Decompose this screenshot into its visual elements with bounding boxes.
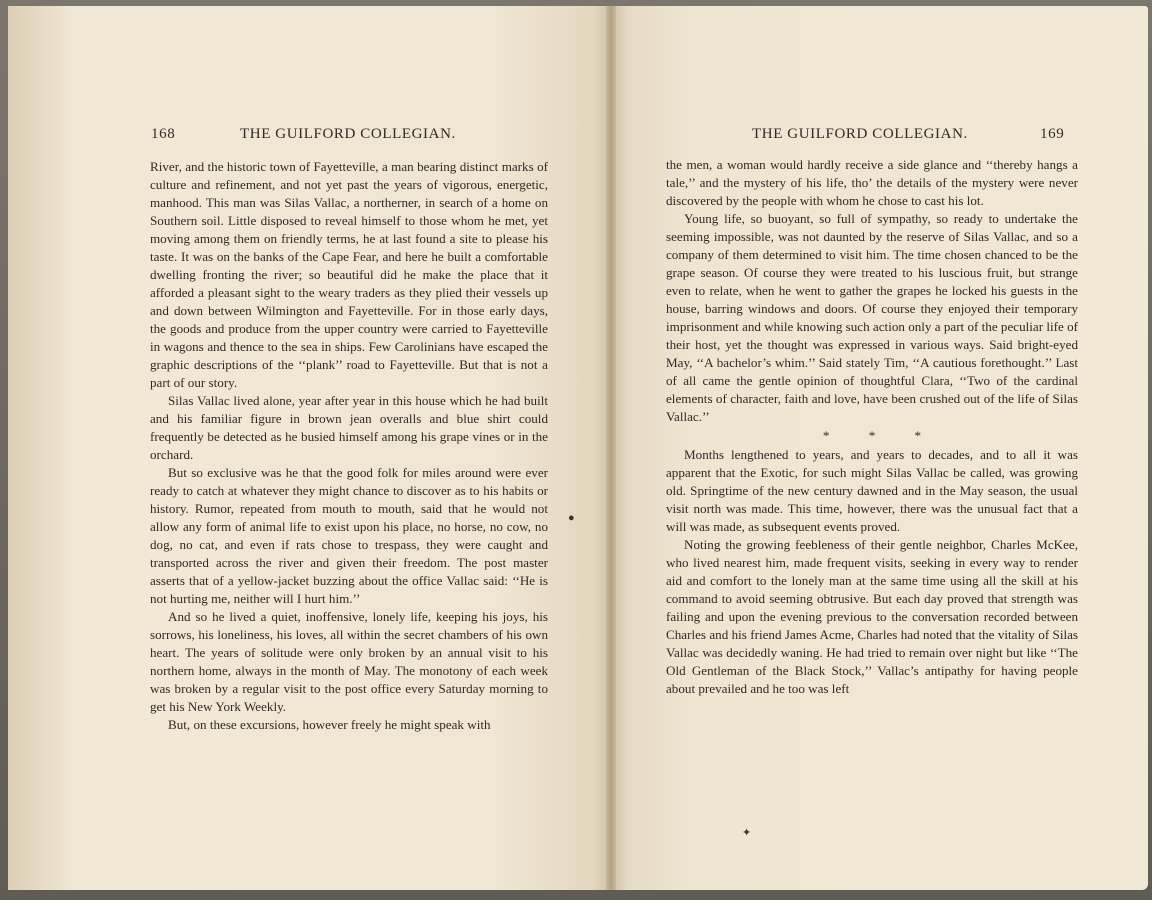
- left-page-text: [150, 158, 548, 735]
- right-paragraph-4: Noting the growing feebleness of their gentle neighbor, Charles McKee, who lived nearest him, made frequent visits, seeking in every way to render aid and comfort to the lonely man at the same time using all the skill at his command to avoid seeming obtrusive. But each day proved that strength was failing and upon the evening previous to the conversation recorded between Charles and his friend James Acme, Charles had noted that the vitality of Silas Vallac was decidedly waning. He had tried to remain over night but like ‘‘The Old Gentleman of the Black Stock,’’ Vallac’s antipathy for having people about prevailed and he too was left: [666, 537, 1078, 697]
- paper-speck: ●: [568, 512, 575, 524]
- right-page-text: [666, 156, 1078, 698]
- left-paragraph-4: And so he lived a quiet, inoffensive, lonely life, keeping his joys, his sorrows, his loneliness, his loves, all within the secret chambers of his own heart. The years of solitude were only broken by an annual visit to his northern home, always in the month of May. The monotony of each week was broken by a regular visit to the post office every Saturday morning to get his New York Weekly.: [150, 609, 548, 715]
- left-paragraph-3: But so exclusive was he that the good folk for miles around were ever ready to catch at whatever they might chance to discover as to his habits or history. Rumor, repeated from mouth to mouth, said that he would not allow any form of animal life to exist upon his place, no horse, no cow, no dog, no cat, and even if rats chose to trespass, they were caught and transported across the river and given their freedom. The post master asserts that of a yellow-jacket buzzing about the office Vallac said: ‘‘He is not hurting me, neither will I hurt him.’’: [150, 465, 548, 607]
- right-running-head: THE GUILFORD COLLEGIAN.: [752, 126, 968, 142]
- left-running-head: THE GUILFORD COLLEGIAN.: [240, 126, 456, 142]
- left-paragraph-2: Silas Vallac lived alone, year after year in this house which he had built and his familiar figure in brown jean overalls and blue shirt could frequently be detected as he busied himself among his grape vines or in the orchard.: [150, 393, 548, 463]
- section-break: * * *: [822, 428, 940, 444]
- left-paragraph-5: But, on these excursions, however freely he might speak with: [168, 717, 491, 733]
- left-paragraph-1: River, and the historic town of Fayetteville, a man bearing distinct marks of culture and refinement, and not yet past the years of vigorous, energetic, manhood. This man was Silas Vallac, a northerner, in search of a home on Southern soil. Little disposed to reveal himself to those whom he met, yet moving among them on friendly terms, he at last found a site to please his taste. It was on the banks of the Cape Fear, and here he built a comfortable dwelling fronting the river; so beautiful did he make the place that it afforded a pleasant sight to the weary traders as they plied their vessels up and down between Wilmington and Fayetteville. For in those early days, the goods and produce from the upper country were carried to Fayetteville in wagons and thence to the sea in ships. Few Carolinians have escaped the graphic descriptions of the ‘‘plank’’ road to Fayetteville. But that is not a part of our story.: [150, 159, 548, 391]
- right-paragraph-3: Months lengthened to years, and years to decades, and to all it was apparent that the Exotic, for such might Silas Vallac be called, was growing old. Springtime of the new century dawned and in the May season, the usual visit north was made. This time, however, there was the unusual fact that a will was made, as subsequent events proved.: [666, 447, 1078, 535]
- book-gutter: [606, 6, 616, 890]
- left-page-number: 168: [151, 126, 176, 142]
- right-paragraph-2: Young life, so buoyant, so full of sympathy, so ready to undertake the seeming impossible, was not daunted by the reserve of Silas Vallac, and so a company of them determined to visit him. The time chosen chanced to be the grape season. Of course they were treated to his luscious fruit, but strange even to relate, when he went to gather the grapes he locked his guests in the house, barring windows and doors. Of course they enjoyed their temporary imprisonment and while knowing such action only a part of the peculiar life of their host, yet the thought was expressed in various ways. Said bright-eyed May, ‘‘A bachelor’s whim.’’ Said stately Tim, ‘‘A cautious forethought.’’ Last of all came the gentle opinion of thoughtful Clara, ‘‘Two of the cardinal elements of character, faith and love, have been crushed out of the life of Silas Vallac.’’: [666, 211, 1078, 425]
- paper-speck: ✦: [742, 827, 752, 839]
- right-paragraph-1: the men, a woman would hardly receive a side glance and ‘‘thereby hangs a tale,’’ and the mystery of his life, tho’ the details of the mystery were never discovered by the people with whom he chose to cast his lot.: [666, 157, 1078, 209]
- right-page-number: 169: [1040, 126, 1065, 142]
- page-edge-shading: [8, 6, 70, 890]
- left-page: [8, 6, 612, 890]
- right-page: [612, 6, 1148, 890]
